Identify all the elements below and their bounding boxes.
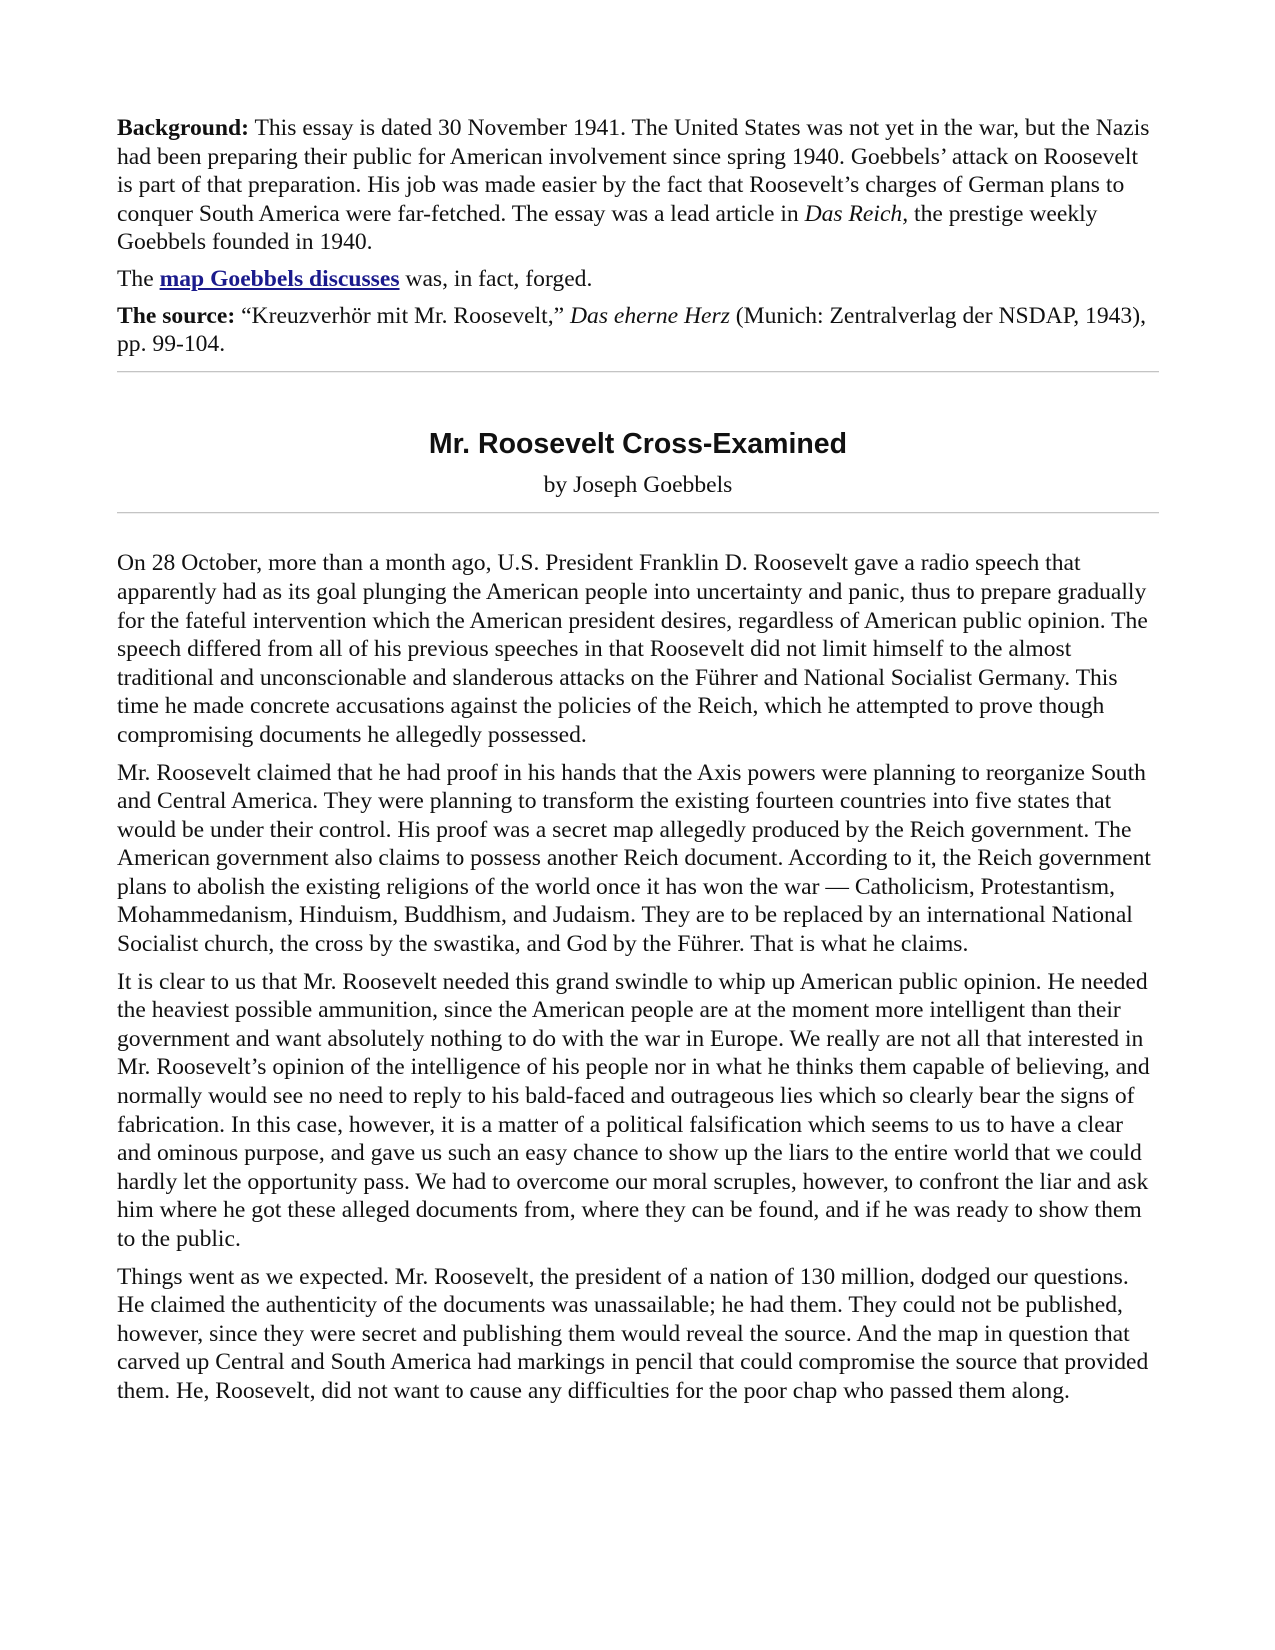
article-paragraph: It is clear to us that Mr. Roosevelt needed this grand swindle to whip up American public opinion. He needed the heaviest possible ammunition, since the American people are at the moment more intelligent than their government and want absolutely nothing to do with the war in Europe. We really are not all that interested in Mr. Roosevelt’s opinion of the intelligence of his people nor in what he thinks them capable of believing, and normally would see no need to reply to his bald-faced and outrageous lies which so clearly bear the signs of fabrication. In this case, however, it is a matter of a political falsification which seems to us to have a clear and ominous purpose, and gave us such an easy chance to show up the liars to the entire world that we could hardly let the opportunity pass. We had to overcome our moral scruples, however, to confront the liar and ask him where he got these alleged documents from, where they can be found, and if he was ready to show them to the public. (117, 968, 1150, 1252)
article-paragraph: On 28 October, more than a month ago, U.S. President Franklin D. Roosevelt gave a radio speech that apparently had as its goal plunging the American people into uncertainty and panic, thus to prepare gradually for the fateful intervention which the American president desires, regardless of American public opinion. The speech differed from all of his previous speeches in that Roosevelt did not limit himself to the almost traditional and unconscionable and slanderous attacks on the Führer and National Socialist Germany. This time he made concrete accusations against the policies of the Reich, which he attempted to prove though compromising documents he allegedly possessed. (117, 550, 1148, 748)
divider-bottom (117, 512, 1159, 514)
background-label: Background: (117, 115, 249, 141)
source-label: The source: (117, 302, 236, 329)
background-publication: Das Reich, (804, 200, 909, 227)
divider-top (117, 371, 1159, 373)
source-text: “Kreuzverhör mit Mr. Roosevelt,” (235, 302, 570, 329)
article-byline: by Joseph Goebbels (543, 471, 733, 498)
article-paragraph: Mr. Roosevelt claimed that he had proof in his hands that the Axis powers were planning to reorganize South and Central America. They were planning to transform the existing fourteen countries into five states that would be under their control. His proof was a secret map allegedly produced by the Reich government. The American government also claims to possess another Reich document. According to it, the Reich government plans to abolish the existing religions of the world once it has won the war — Catholicism, Protestantism, Mohammedanism, Hinduism, Buddhism, and Judaism. They are to be replaced by an international National Socialist church, the cross by the swastika, and God by the Führer. That is what he claims. (117, 759, 1151, 958)
article-body (117, 549, 1159, 1405)
source-book: Das eherne Herz (570, 302, 730, 329)
map-suffix: was, in fact, forged. (399, 265, 593, 292)
source-end: (Munich: Zentralverlag der NSDAP, 1943), pp. 99-104. (117, 302, 1146, 358)
map-paragraph (117, 265, 1159, 294)
page (117, 114, 1159, 1415)
map-prefix: The (117, 265, 160, 292)
map-goebbels-discusses-link[interactable]: map Goebbels discusses (159, 265, 400, 292)
source-paragraph (117, 302, 1159, 359)
intro-section (117, 114, 1159, 359)
background-text: This essay is dated 30 November 1941. The United States was not yet in the war, but the Nazis had been preparing their public for American involvement since spring 1940. Goebbels’ attack on Roosevelt is part of that preparation. His job was made easier by the fact that Roosevelt’s charges of German plans to conquer South America were far-fetched. The essay was a lead article in (117, 115, 1150, 227)
background-paragraph (117, 114, 1159, 257)
article-paragraph: Things went as we expected. Mr. Roosevelt, the president of a nation of 130 million, dodged our questions. He claimed the authenticity of the documents was unassailable; he had them. They could not be published, however, since they were secret and publishing them would reveal the source. And the map in question that carved up Central and South America had markings in pencil that could compromise the source that provided them. He, Roosevelt, did not want to cause any difficulties for the poor chap who passed them along. (117, 1263, 1149, 1404)
background-end: the prestige weekly Goebbels founded in 1940. (117, 200, 1098, 256)
article-title: Mr. Roosevelt Cross-Examined (428, 427, 848, 460)
